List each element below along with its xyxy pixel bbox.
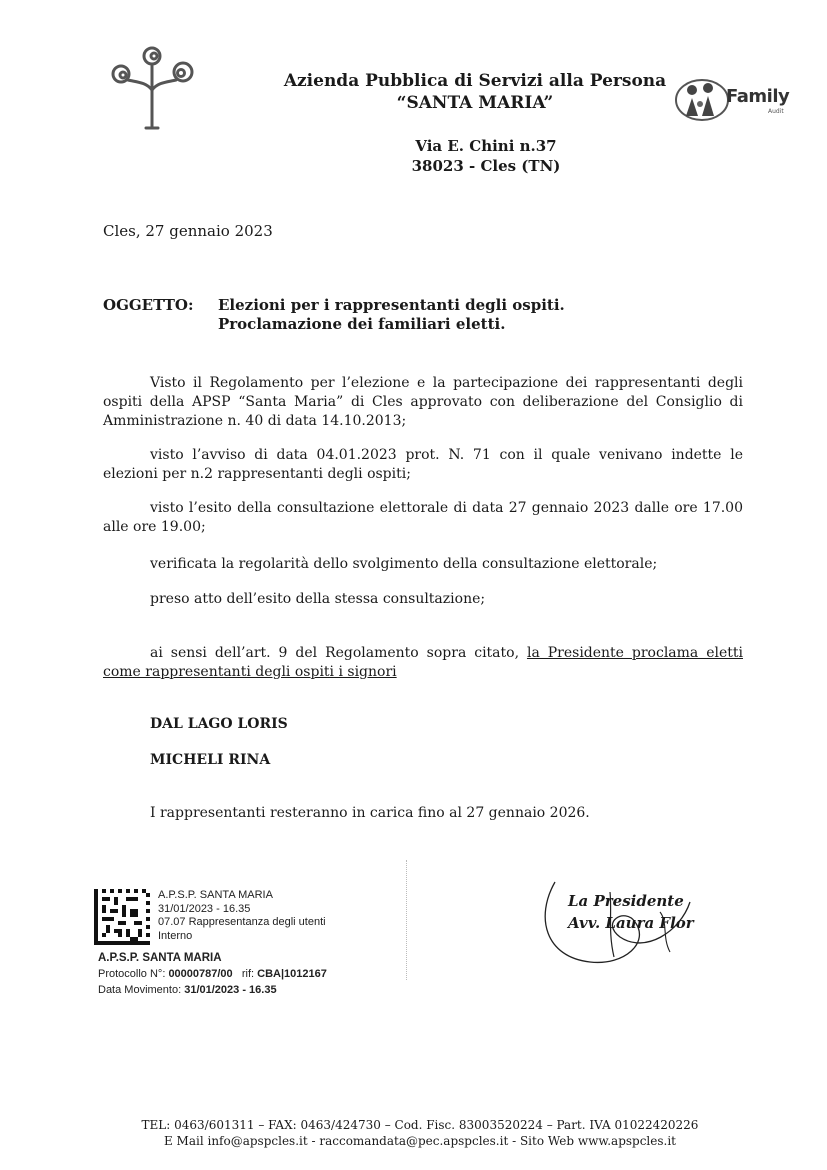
stamp-line-datetime: 31/01/2023 - 16.35 xyxy=(158,902,251,915)
signature-title: La Presidente xyxy=(568,892,684,910)
protocol-number: 00000787/00 xyxy=(168,968,233,980)
paragraph-regolamento: Visto il Regolamento per l’elezione e la partecipazione dei rappresentanti degli ospiti della APSP “Santa Maria” di Cles approvato con deliberazione del Consiglio di Amministrazione n. 40 di data 14.10.2013; xyxy=(103,375,743,429)
proclamation-underlined: la Presidente proclama eletti come rappresentanti degli ospiti i signori xyxy=(103,645,743,680)
elected-name-1: DAL LAGO LORIS xyxy=(150,716,288,732)
signature-name: Avv. Laura Flor xyxy=(568,914,694,932)
footer-contacts: TEL: 0463/601311 – FAX: 0463/424730 – Cod. Fisc. 83003520224 – Part. IVA 01022420226 xyxy=(141,1118,699,1132)
closing-sentence: I rappresentanti resteranno in carica fino al 27 gennaio 2026. xyxy=(150,805,590,821)
paragraph-regolarita: verificata la regolarità dello svolgimento della consultazione elettorale; xyxy=(150,556,658,572)
address-street: Via E. Chini n.37 xyxy=(415,137,557,155)
family-sub-label: Audit xyxy=(768,108,784,115)
paragraph-esito: visto l’esito della consultazione elettorale di data 27 gennaio 2023 dalle ore 17.00 alle ore 19.00; xyxy=(103,500,743,535)
datamatrix-code-icon xyxy=(94,889,150,945)
stamp-line-category: 07.07 Rappresentanza degli utenti xyxy=(158,916,326,928)
page-footer xyxy=(60,1117,780,1149)
tree-logo-icon xyxy=(106,40,198,132)
elected-name-2: MICHELI RINA xyxy=(150,752,271,768)
paragraph-proclamation: ai sensi dell’art. 9 del Regolamento sopra citato, la Presidente proclama eletti come rappresentanti degli ospiti i signori xyxy=(103,645,743,680)
stamp-movement-row: Data Movimento: 31/01/2023 - 16.35 xyxy=(98,984,277,996)
subject-text xyxy=(218,296,565,334)
stamp-lines xyxy=(158,889,326,943)
paragraph-avviso: visto l’avviso di data 04.01.2023 prot. N. 71 con il quale venivano indette le elezioni per n.2 rappresentanti degli ospiti; xyxy=(103,447,743,482)
movement-date: 31/01/2023 - 16.35 xyxy=(184,984,277,996)
stamp-org: A.P.S.P. SANTA MARIA xyxy=(98,952,222,964)
org-name-line1: Azienda Pubblica di Servizi alla Persona xyxy=(283,71,667,91)
address-block xyxy=(386,136,586,176)
org-name-line2: “SANTA MARIA” xyxy=(396,93,554,113)
family-label: Family xyxy=(726,86,790,107)
subject-line2: Proclamazione dei familiari eletti. xyxy=(218,315,506,333)
family-figures-icon xyxy=(672,70,732,126)
footer-web: E Mail info@apspcles.it - raccomandata@pec.apspcles.it - Sito Web www.apspcles.it xyxy=(163,1134,677,1148)
subject-label: OGGETTO: xyxy=(103,296,194,314)
signature-block xyxy=(530,862,710,972)
stamp-protocol-row: Protocollo N°: 00000787/00 rif: CBA|1012167 xyxy=(98,968,327,980)
family-audit-logo xyxy=(672,70,792,126)
protocol-stamp xyxy=(94,885,414,1005)
letter-date: Cles, 27 gennaio 2023 xyxy=(103,222,273,240)
subject-line1: Elezioni per i rappresentanti degli ospiti. xyxy=(218,296,565,314)
paragraph-preso-atto: preso atto dell’esito della stessa consultazione; xyxy=(150,591,486,607)
rif-value: CBA|1012167 xyxy=(257,968,327,980)
address-city: 38023 - Cles (TN) xyxy=(411,157,561,175)
stamp-line-type: Interno xyxy=(158,929,193,942)
organization-name xyxy=(270,70,680,114)
stamp-line-org: A.P.S.P. SANTA MARIA xyxy=(158,889,273,901)
